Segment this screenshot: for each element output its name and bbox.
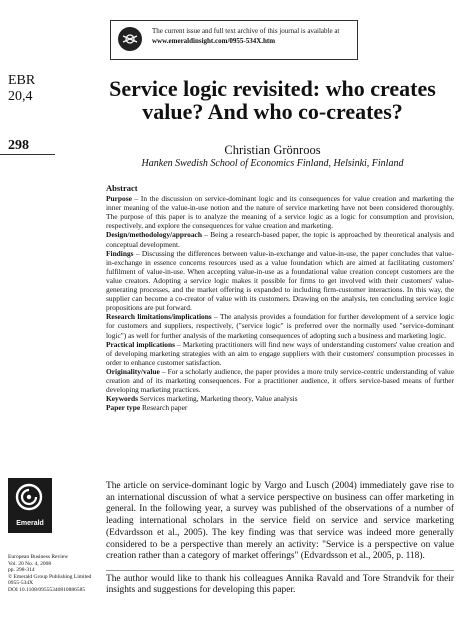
abstract-design: Design/methodology/approach – Being a research-based paper, the topic is approached by theoretical analysis and conceptual development.: [106, 230, 454, 249]
paper-author: Christian Grönroos: [224, 143, 321, 157]
abstract: [106, 184, 454, 412]
emerald-globe-icon: [118, 27, 142, 51]
volume-issue: 20,4: [8, 89, 33, 104]
body-paragraph: [106, 481, 454, 563]
footnote-rule: [106, 570, 454, 571]
abstract-practical: Practical implications – Marketing practitioners will find new ways of understanding customers' value creation and of developing marketing strategies with an aim to engage suppliers with their customers' consumption processes in order to enhance customer satisfaction.: [106, 339, 454, 367]
margin-rule: [0, 154, 55, 155]
intro-paragraph: The article on service-dominant logic by Vargo and Lusch (2004) immediately gave rise to an international discussion of what a service perspective on business can offer marketing in general. In the following year, a survey was published of the observations of a number of leading international scholars in the service field on service and service marketing (Edvardsson et al., 2005). The key finding was that service was indeed more generally considered to be a perspective than merely an activity: "Service is a perspective on value creation rather than a category of market offerings" (Edvardsson et al., 2005, p. 118).: [106, 481, 454, 562]
acknowledgement-footnote: The author would like to thank his colleagues Annika Ravald and Tore Strandvik for their insights and suggestions for developing this paper.: [106, 574, 454, 595]
info-line: © Emerald Group Publishing Limited: [8, 573, 92, 580]
abstract-originality: Originality/value – For a scholarly audience, the paper provides a more truly service-centric understanding of value creation and of its marketing consequences. For a practitioner audience, it offers service-based means of further developing marketing practices.: [106, 366, 454, 395]
abstract-purpose: Purpose – In the discussion on service-dominant logic and its consequences for value creation and marketing the inner meaning of the value-in-use notion and the nature of service marketing have not been considered thoroughly. The purpose of this paper is to analyze the meaning of a service logic as a logic for consumption and provision, respectively, and explore the consequences for value creation and marketing.: [106, 194, 454, 231]
info-line: Vol. 20 No. 4, 2008: [8, 560, 52, 567]
info-line: DOI 10.1108/09555340810886585: [8, 586, 86, 593]
journal-abbr: EBR: [8, 73, 36, 88]
paper-title: Service logic revisited: who creates value? And who co-creates?: [109, 76, 436, 124]
abstract-heading: Abstract: [106, 183, 138, 193]
info-line: European Business Review: [8, 554, 69, 560]
emerald-logo-label: Emerald: [16, 520, 44, 527]
abstract-findings: Findings – Discussing the differences between value-in-exchange and value-in-use, the paper concludes that value-in-exchange in essence concerns resources used as a value foundation which are aimed at facilitating customers' fulfilment of value-in-use. When accepting value-in-use as a foundational value creation concept customers are the value creators. Adopting a service logic makes it possible for firms to get involved with their customers' value-generating processes, and the market offering is expanded to including firm-customer interactions. In this way, the supplier can become a co-creator of value with its customers. Drawing on the analysis, ten concluding service logic propositions are put forward.: [106, 248, 454, 313]
journal-volume: [8, 73, 35, 105]
header-line: The current issue and full text archive of this journal is available at: [152, 27, 340, 35]
emerald-swirl-icon: [14, 482, 44, 512]
page-number: 298: [8, 138, 29, 153]
header-text: [152, 26, 352, 46]
abstract-keywords: Keywords Services marketing, Marketing theory, Value analysis: [106, 394, 298, 404]
author-affiliation: Hanken Swedish School of Economics Finland, Helsinki, Finland: [141, 158, 404, 169]
info-line: pp. 298-314: [8, 567, 35, 574]
header-url[interactable]: www.emeraldinsight.com/0955-534X.htm: [152, 37, 276, 45]
info-line: 0955-534X: [8, 580, 34, 587]
publication-info: [8, 554, 106, 594]
abstract-limitations: Research limitations/implications – The analysis provides a foundation for further development of a service logic for customers and suppliers, respectively, ("service logic" is preferred over the normally used "service-dominant logic") as well for further analysis of the marketing consequences of adopting such a business and marketing logic.: [106, 312, 454, 340]
abstract-paper-type: Paper type Research paper: [106, 403, 188, 413]
